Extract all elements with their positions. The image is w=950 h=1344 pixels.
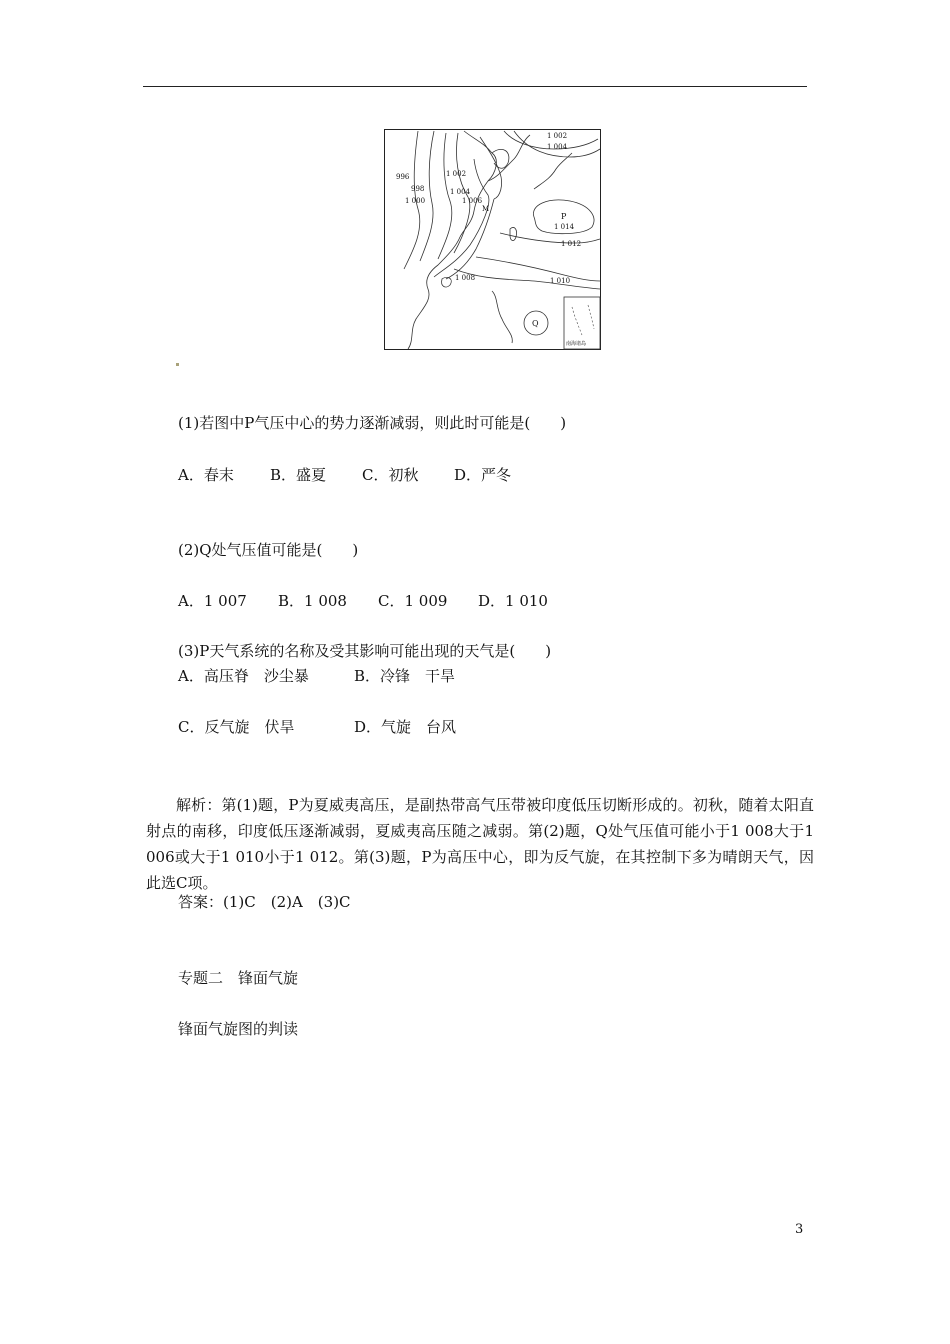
stray-dot	[176, 363, 179, 366]
question-2-stem: (2)Q处气压值可能是( )	[178, 541, 359, 559]
q1-option-c: C．初秋	[362, 466, 419, 484]
question-2-options	[178, 590, 548, 611]
label-1000: 1 000	[405, 197, 426, 205]
q2-option-b: B．1 008	[278, 592, 347, 610]
question-3-stem: (3)P天气系统的名称及受其影响可能出现的天气是( )	[178, 642, 552, 660]
label-1014: 1 014	[554, 223, 575, 231]
label-p: P	[561, 212, 567, 221]
q1-option-b: B．盛夏	[270, 466, 327, 484]
label-inset: 南海诸岛	[566, 341, 587, 347]
label-1010: 1 010	[550, 277, 571, 285]
label-996: 996	[396, 173, 410, 181]
q3-option-c: C．反气旋 伏旱	[178, 718, 295, 736]
q2-option-d: D．1 010	[478, 592, 548, 610]
label-q: Q	[532, 319, 539, 328]
question-1-options	[178, 464, 511, 485]
label-1004: 1 004	[450, 188, 471, 196]
question-1-stem: (1)若图中P气压中心的势力逐渐减弱，则此时可能是( )	[178, 414, 567, 432]
label-998: 998	[411, 185, 425, 193]
q2-option-a: A．1 007	[178, 592, 247, 610]
question-3-options-row2	[178, 716, 456, 737]
label-1004-top: 1 004	[547, 143, 568, 151]
label-1006: 1 006	[462, 197, 483, 205]
analysis-paragraph: 解析：第(1)题，P为夏威夷高压，是副热带高气压带被印度低压切断形成的。初秋，随着太阳直射点的南移，印度低压逐渐减弱，夏威夷高压随之减弱。第(2)题，Q处气压值可能小于1 008大于1 006或大于1 010小于1 012。第(3)题，P为高压中心，即为反气旋，在其控制下多为晴朗天气，因此选C项。	[146, 796, 814, 892]
q1-option-a: A．春末	[178, 466, 234, 484]
label-1002-top: 1 002	[547, 132, 568, 140]
question-3-options-row1	[178, 665, 455, 686]
answer-line: 答案：(1)C (2)A (3)C	[178, 893, 351, 911]
label-1002: 1 002	[446, 170, 467, 178]
label-1008: 1 008	[455, 274, 476, 282]
topic-heading: 专题二 锋面气旋	[178, 969, 299, 987]
q2-option-c: C．1 009	[378, 592, 448, 610]
q3-option-b: B．冷锋 干旱	[354, 667, 456, 685]
q1-option-d: D．严冬	[454, 466, 512, 484]
label-1012: 1 012	[561, 240, 582, 248]
header-rule	[143, 86, 807, 87]
q3-option-a: A．高压脊 沙尘暴	[178, 667, 309, 685]
label-m: M	[482, 205, 490, 213]
page-number: 3	[795, 1222, 804, 1237]
q3-option-d: D．气旋 台风	[354, 718, 457, 736]
subtopic-heading: 锋面气旋图的判读	[178, 1020, 299, 1038]
isobar-map	[384, 129, 601, 350]
